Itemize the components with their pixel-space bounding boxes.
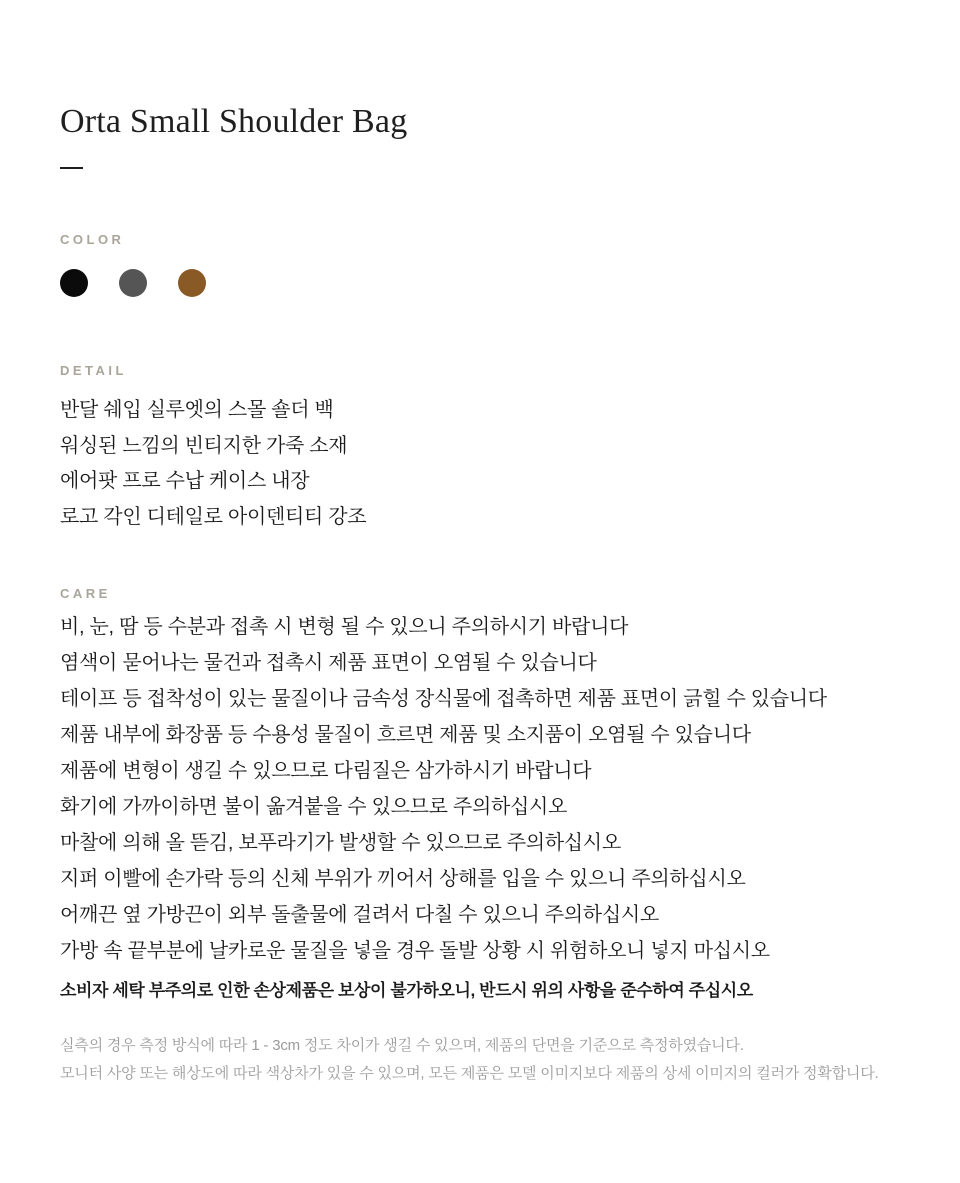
care-section-label: CARE [60, 586, 111, 601]
footnotes [60, 1032, 900, 1088]
care-line: 염색이 묻어나는 물건과 접촉시 제품 표면이 오염될 수 있습니다 [60, 652, 597, 674]
care-line: 어깨끈 옆 가방끈이 외부 돌출물에 걸려서 다칠 수 있으니 주의하십시오 [60, 904, 659, 926]
footnote-line: 실측의 경우 측정 방식에 따라 1 - 3cm 정도 차이가 생길 수 있으며, 제품의 단면을 기준으로 측정하였습니다. [60, 1037, 744, 1054]
care-line: 테이프 등 접착성이 있는 물질이나 금속성 장식물에 접촉하면 제품 표면이 긁힐 수 있습니다 [60, 688, 827, 710]
detail-line: 반달 쉐입 실루엣의 스몰 숄더 백 [60, 399, 334, 421]
care-section [60, 587, 900, 999]
detail-section-label: DETAIL [60, 363, 127, 378]
detail-line: 워싱된 느낌의 빈티지한 가죽 소재 [60, 434, 348, 457]
care-line: 제품에 변형이 생길 수 있으므로 다림질은 삼가하시기 바랍니다 [60, 760, 592, 782]
footnote-line: 모니터 사양 또는 해상도에 따라 색상차가 있을 수 있으며, 모든 제품은 모델 이미지보다 제품의 상세 이미지의 컬러가 정확합니다. [60, 1065, 879, 1082]
color-swatch-black[interactable] [60, 269, 88, 297]
care-warning-note: 소비자 세탁 부주의로 인한 손상제품은 보상이 불가하오니, 반드시 위의 사항을 준수하여 주십시오 [60, 981, 753, 1000]
color-swatch-brown[interactable] [178, 269, 206, 297]
detail-lines [60, 393, 900, 535]
care-line: 가방 속 끝부분에 날카로운 물질을 넣을 경우 돌발 상황 시 위험하오니 넣지 마십시오 [60, 940, 770, 962]
detail-line: 로고 각인 디테일로 아이덴티티 강조 [60, 505, 367, 528]
care-line: 비, 눈, 땀 등 수분과 접촉 시 변형 될 수 있으니 주의하시기 바랍니다 [60, 616, 629, 638]
color-section [60, 233, 900, 297]
color-section-label: COLOR [60, 232, 125, 247]
care-lines [60, 609, 900, 969]
care-line: 지퍼 이빨에 손가락 등의 신체 부위가 끼어서 상해를 입을 수 있으니 주의하십시오 [60, 868, 746, 890]
care-line: 화기에 가까이하면 불이 옮겨붙을 수 있으므로 주의하십시오 [60, 796, 568, 818]
color-swatch-row [60, 269, 900, 297]
care-line: 마찰에 의해 올 뜯김, 보푸라기가 발생할 수 있으므로 주의하십시오 [60, 832, 621, 854]
product-title: Orta Small Shoulder Bag [60, 103, 408, 140]
detail-section [60, 364, 900, 535]
title-divider [60, 167, 83, 169]
color-swatch-gray[interactable] [119, 269, 147, 297]
detail-line: 에어팟 프로 수납 케이스 내장 [60, 470, 310, 492]
care-line: 제품 내부에 화장품 등 수용성 물질이 흐르면 제품 및 소지품이 오염될 수 있습니다 [60, 724, 751, 746]
